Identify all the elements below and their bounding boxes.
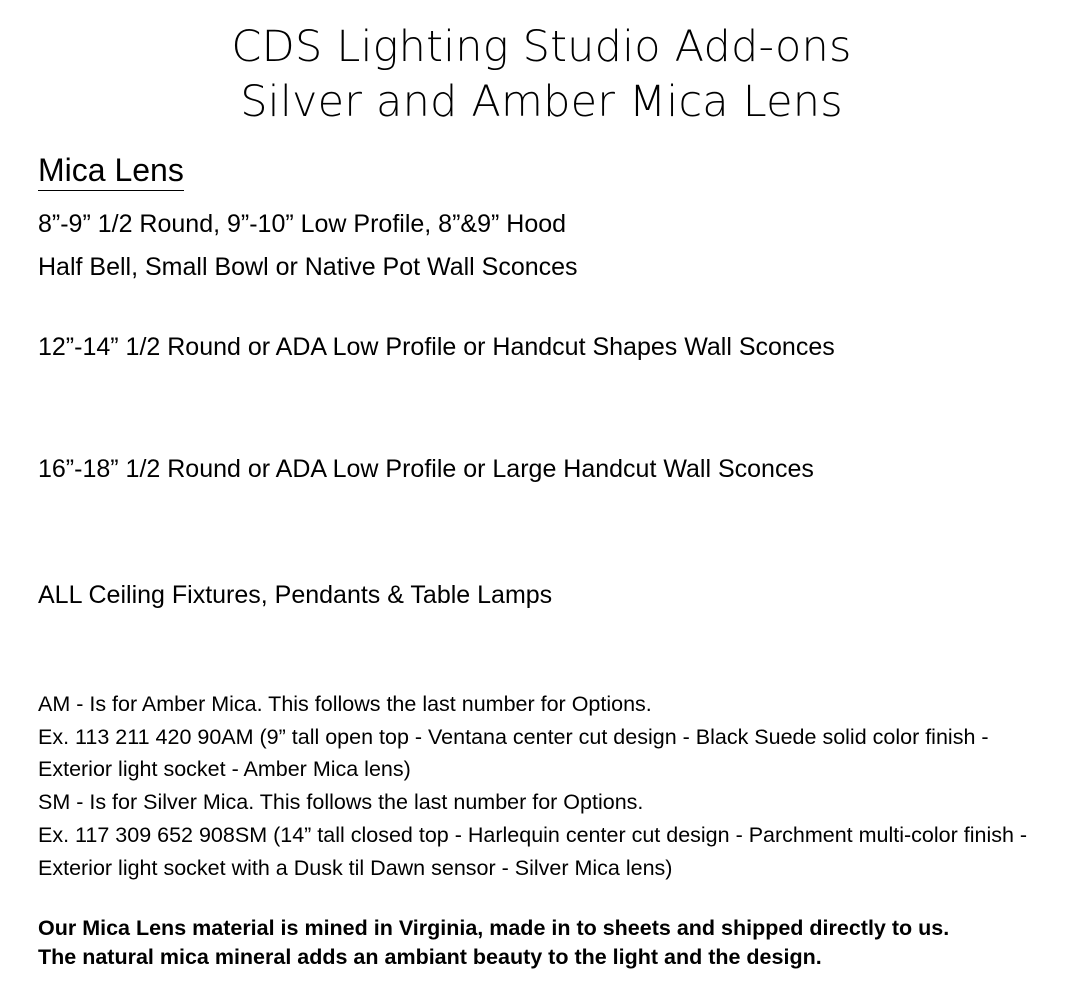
product-line: 12”-14” 1/2 Round or ADA Low Profile or Handcut Shapes Wall Sconces bbox=[38, 333, 835, 361]
silver-mica-note: SM - Is for Silver Mica. This follows the last number for Options. bbox=[38, 790, 644, 815]
product-line: 16”-18” 1/2 Round or ADA Low Profile or Large Handcut Wall Sconces bbox=[38, 455, 814, 483]
amber-mica-note: AM - Is for Amber Mica. This follows the last number for Options. bbox=[38, 692, 652, 716]
section-heading: Mica Lens bbox=[38, 150, 184, 191]
page-title: CDS Lighting Studio Add-ons bbox=[231, 22, 852, 72]
closing-statement bbox=[38, 914, 1068, 971]
closing-line: Our Mica Lens material is mined in Virginia, made in to sheets and shipped directly to us. bbox=[38, 916, 950, 940]
closing-line: The natural mica mineral adds an ambiant beauty to the light and the design. bbox=[38, 944, 822, 969]
silver-mica-example: Ex. 117 309 652 908SM (14” tall closed top - Harlequin center cut design - Parchment multi-color finish - Exterior light socket with a Dusk til Dawn sensor - Silver Mica lens) bbox=[38, 822, 1028, 880]
amber-mica-example: Ex. 113 211 420 90AM (9” tall open top - Ventana center cut design - Black Suede solid color finish - Exterior light socket - Amber Mica lens) bbox=[38, 724, 989, 782]
notes-block bbox=[38, 688, 1058, 884]
product-line: 8”-9” 1/2 Round, 9”-10” Low Profile, 8”&9” Hood bbox=[38, 210, 567, 238]
product-line: Half Bell, Small Bowl or Native Pot Wall Sconces bbox=[38, 253, 578, 281]
page-subtitle: Silver and Amber Mica Lens bbox=[240, 77, 843, 127]
product-line: ALL Ceiling Fixtures, Pendants & Table Lamps bbox=[38, 581, 553, 609]
